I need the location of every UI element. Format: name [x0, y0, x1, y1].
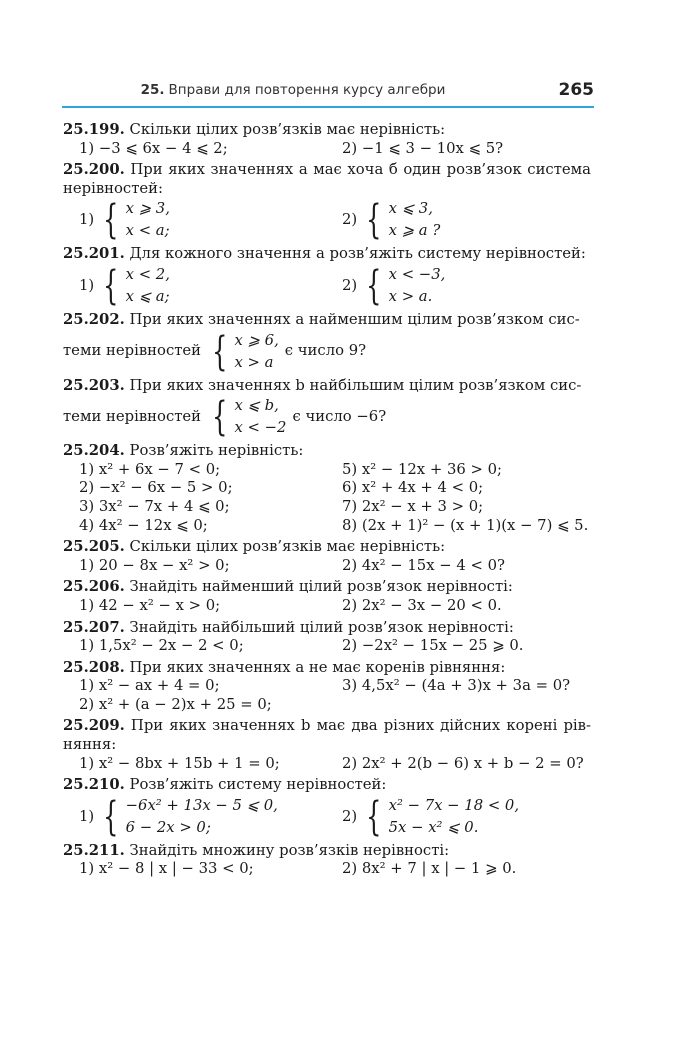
header-rule — [62, 106, 594, 108]
problem-25-207: 25.207. Знайдіть найбільший цілий розв’язок нерівності: 1) 1,5x² − 2x − 2 < 0; 2) −2x² − 15x − 25 ⩾ 0. — [63, 618, 524, 655]
page-number: 265 — [558, 80, 594, 100]
problem-25-200: 25.200. При яких значеннях a має хоча б один розв’язок система нерівностей: 1) { x ⩾ 3, x < a; 2) { x ⩽ 3, x ⩾ a ? — [63, 161, 591, 244]
problem-25-202: 25.202. При яких значеннях a найменшим цілим розв’язком сис- теми нерівностей { x ⩾ 6, x > a є число 9? — [63, 310, 580, 375]
problem-25-206: 25.206. Знайдіть найменший цілий розв’язок нерівності: 1) 42 − x² − x > 0; 2) 2x² − 3x − 20 < 0. — [63, 578, 513, 614]
problem-25-210: 25.210. Розв’яжіть систему нерівностей: 1) { −6x² + 13x − 5 ⩽ 0, 6 − 2x > 0; 2) { x² − 7x − 18 < 0, 5x − x² ⩽ 0. — [63, 776, 520, 840]
problem-25-209: 25.209. При яких значеннях b має два різних дійсних корені рів-няння: 1) x² − 8bx + 15b + 1 = 0; 2) 2x² + 2(b − 6) x + b − 2 = 0? — [63, 717, 591, 772]
problem-25-201: 25.201. Для кожного значення a розв’яжіть систему нерівностей: 1) { x < 2, x ⩽ a; 2) { x < −3, x > a. — [63, 245, 586, 309]
exercise-list — [63, 118, 591, 879]
problem-25-199: 25.199. Скільки цілих розв’язків має нерівність: 1) −3 ⩽ 6x − 4 ⩽ 2; 2) −1 ⩽ 3 − 10x ⩽ 5? — [63, 121, 504, 157]
running-header — [62, 82, 594, 106]
problem-25-211: 25.211. Знайдіть множину розв’язків нерівності: 1) x² − 8 | x | − 33 < 0; 2) 8x² + 7 | x | − 1 ⩾ 0. — [63, 841, 517, 878]
problem-25-208: 25.208. При яких значеннях a не має коренів рівняння: 1) x² − ax + 4 = 0; 3) 4,5x² − (4a + 3)x + 3a = 0? 2) x² + (a − 2)x + 25 = 0; — [63, 658, 571, 713]
problem-25-205: 25.205. Скільки цілих розв’язків має нерівність: 1) 20 − 8x − x² > 0; 2) 4x² − 15x − 4 < 0? — [63, 538, 505, 574]
section-title: 25. Вправи для повторення курсу алгебри — [140, 82, 446, 98]
problem-25-203: 25.203. При яких значеннях b найбільшим цілим розв’язком сис- теми нерівностей { x ⩽ b, x < −2 є число −6? — [63, 376, 582, 441]
problem-25-204: 25.204. Розв’яжіть нерівність: 1) x² + 6x − 7 < 0; 5) x² − 12x + 36 > 0; 2) −x² − 6x − 5 > 0; 6) x² + 4x + 4 < 0; 3) 3x² − 7x + 4 ⩽ 0; 7) 2x² − x + 3 > 0; 4) 4x² − 12x ⩽ 0; 8) (2x + 1)² − (x + 1)(x − 7) ⩽ 5. — [63, 442, 589, 534]
